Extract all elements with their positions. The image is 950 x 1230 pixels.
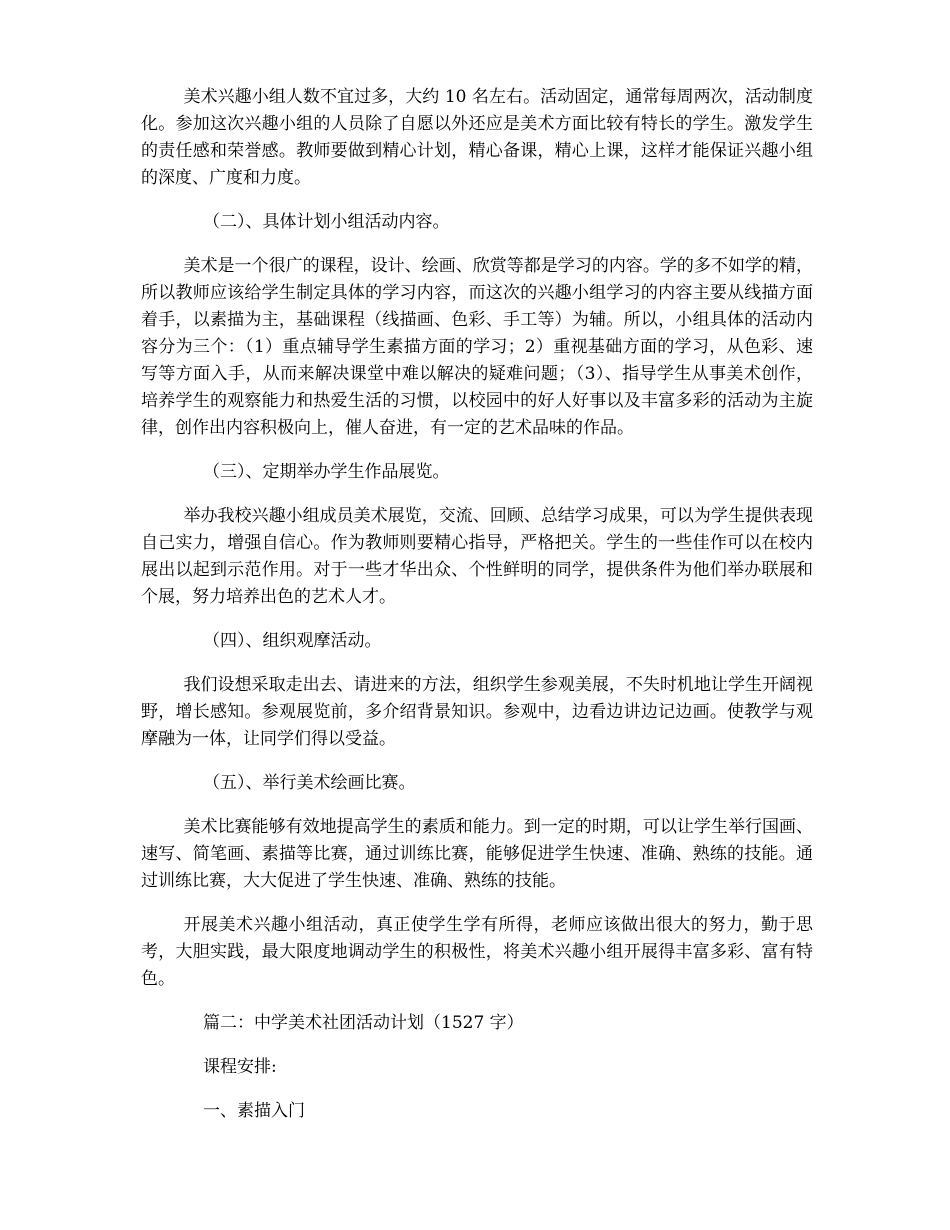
document-body [141, 84, 813, 1125]
paragraph-activity-content: 美术是一个很广的课程，设计、绘画、欣赏等都是学习的内容。学的多不如学的精，所以教师应该给学生制定具体的学习内容，而这次的兴趣小组学习的内容主要从线描方面着手，以素描为主，基础课程（线描画、色彩、手工等）为辅。所以，小组具体的活动内容分为三个：（1）重点辅导学生素描方面的学习；2）重视基础方面的学习，从色彩、速写等方面入手，从而来解决课堂中难以解决的疑难问题；（3）、指导学生从事美术创作，培养学生的观察能力和热爱生活的习惯，以校园中的好人好事以及丰富多彩的活动为主旋律，创作出内容积极向上，催人奋进，有一定的艺术品味的作品。 [141, 256, 813, 438]
heading-section-4: （四）、组织观摩活动。 [203, 631, 382, 651]
heading-course-schedule: 课程安排: [203, 1057, 277, 1077]
paragraph-spacer [141, 753, 813, 770]
paragraph-spacer [141, 895, 813, 912]
paragraph-spacer [141, 442, 813, 459]
paragraph-conclusion: 开展美术兴趣小组活动，真正使学生学有所得，老师应该做出很大的努力，勤于思考，大胆实践，最大限度地调动学生的积极性，将美术兴趣小组开展得丰富多彩、富有特色。 [141, 915, 813, 989]
paragraph-spacer [141, 486, 813, 503]
heading-section-5: （五）、举行美术绘画比赛。 [203, 773, 416, 793]
heading-sketch-intro: 一、素描入门 [203, 1101, 305, 1121]
paragraph-spacer [141, 1081, 813, 1098]
paragraph-observation: 我们设想采取走出去、请进来的方法，组织学生参观美展，不失时机地让学生开阔视野，增长感知。参观展览前，多介绍背景知识。参观中，边看边讲边记边画。使教学与观摩融为一体，让同学们得以受益。 [141, 675, 813, 749]
paragraph-spacer [141, 993, 813, 1010]
paragraph-exhibition: 举办我校兴趣小组成员美术展览，交流、回顾、总结学习成果，可以为学生提供表现自己实力，增强自信心。作为教师则要精心指导，严格把关。学生的一些佳作可以在校内展出以起到示范作用。对于一些才华出众、个性鲜明的同学，提供条件为他们举办联展和个展，努力培养出色的艺术人才。 [141, 506, 813, 607]
paragraph-group-size: 美术兴趣小组人数不宜过多，大约 10 名左右。活动固定，通常每周两次，活动制度化。参加这次兴趣小组的人员除了自愿以外还应是美术方面比较有特长的学生。激发学生的责任感和荣誉感。教师要做到精心计划，精心备课，精心上课，这样才能保证兴趣小组的深度、广度和力度。 [141, 87, 813, 188]
paragraph-spacer [141, 611, 813, 628]
paragraph-spacer [141, 192, 813, 209]
heading-section-3: （三）、定期举办学生作品展览。 [203, 462, 450, 482]
heading-part-two: 篇二：中学美术社团活动计划（1527 字） [203, 1013, 524, 1033]
paragraph-spacer [141, 655, 813, 672]
heading-section-2: （二）、具体计划小组活动内容。 [203, 212, 450, 232]
paragraph-spacer [141, 797, 813, 814]
paragraph-spacer [141, 1037, 813, 1054]
paragraph-competition: 美术比赛能够有效地提高学生的素质和能力。到一定的时期，可以让学生举行国画、速写、简笔画、素描等比赛，通过训练比赛，能够促进学生快速、准确、熟练的技能。通过训练比赛，大大促进了学生快速、准确、熟练的技能。 [141, 817, 813, 891]
paragraph-spacer [141, 236, 813, 253]
